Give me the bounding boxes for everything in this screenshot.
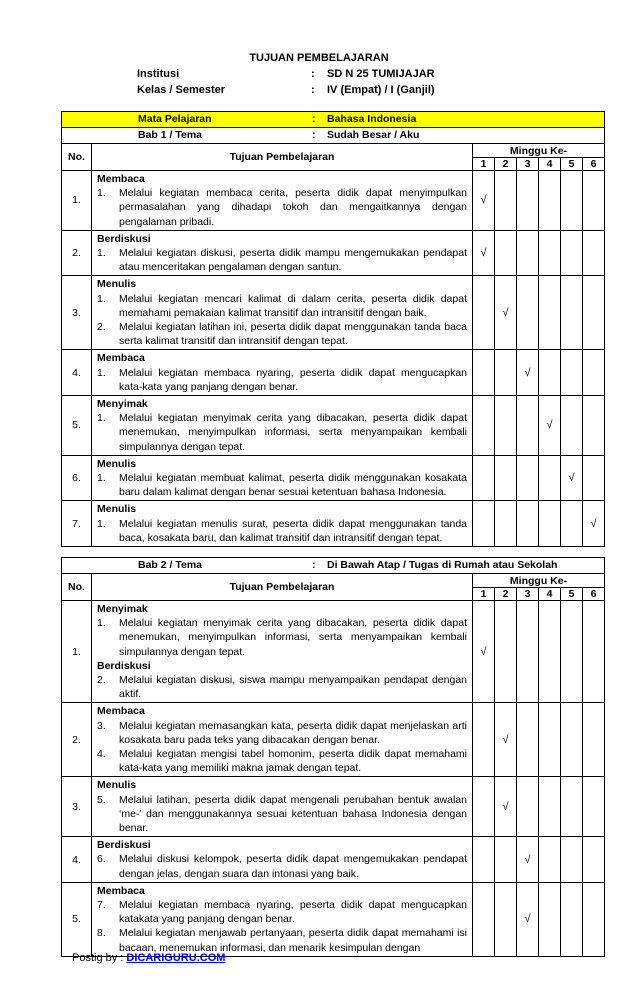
item-number: 8. xyxy=(97,927,106,940)
week-cell-4 xyxy=(539,882,561,956)
week-cell-2 xyxy=(495,501,517,547)
week-header-6: 6 xyxy=(583,588,605,601)
week-header-1: 1 xyxy=(473,158,495,171)
objective-cell xyxy=(92,703,473,777)
objective-item xyxy=(97,320,467,348)
week-cell-2 xyxy=(495,703,517,777)
table-row xyxy=(62,882,605,956)
week-cell-3 xyxy=(517,837,539,883)
item-number: 5. xyxy=(97,793,106,806)
week-cell-1 xyxy=(473,837,495,883)
objective-cell xyxy=(92,601,473,703)
week-cell-2 xyxy=(495,396,517,456)
skill-heading: Menulis xyxy=(97,503,137,516)
row-number: 2. xyxy=(62,230,92,276)
table-row xyxy=(62,455,605,501)
week-cell-1 xyxy=(473,703,495,777)
week-cell-1 xyxy=(473,350,495,396)
table-row xyxy=(62,777,605,837)
week-cell-4 xyxy=(539,703,561,777)
week-header-2: 2 xyxy=(495,588,517,601)
week-cell-4 xyxy=(539,601,561,703)
checkmark-icon: √ xyxy=(590,517,597,530)
week-cell-5 xyxy=(561,777,583,837)
col-minggu: Minggu Ke- xyxy=(473,144,605,158)
skill-heading: Berdiskusi xyxy=(97,839,151,852)
row-number: 3. xyxy=(62,777,92,837)
row-number: 3. xyxy=(62,276,92,350)
col-tujuan: Tujuan Pembelajaran xyxy=(92,144,473,171)
objective-item xyxy=(97,246,467,274)
week-cell-3 xyxy=(517,501,539,547)
week-cell-1 xyxy=(473,230,495,276)
objective-cell xyxy=(92,350,473,396)
week-cell-2 xyxy=(495,601,517,703)
objective-item xyxy=(97,747,467,775)
week-cell-6 xyxy=(583,501,605,547)
week-cell-3 xyxy=(517,777,539,837)
week-cell-1 xyxy=(473,882,495,956)
week-cell-3 xyxy=(517,171,539,231)
week-cell-3 xyxy=(517,350,539,396)
week-cell-5 xyxy=(561,276,583,350)
week-cell-6 xyxy=(583,230,605,276)
item-number: 4. xyxy=(97,748,106,761)
row-number: 4. xyxy=(62,350,92,396)
item-number: 1. xyxy=(97,292,106,305)
week-cell-5 xyxy=(561,601,583,703)
week-cell-2 xyxy=(495,230,517,276)
item-text: Melalui kegiatan menyimak cerita yang dibacakan, peserta didik dapat menemukan, menyimpulkan informasi, serta menyampaikan kembali simpulannya dengan tepat. xyxy=(119,412,467,453)
col-minggu: Minggu Ke- xyxy=(473,574,605,588)
week-cell-5 xyxy=(561,501,583,547)
objective-cell xyxy=(92,396,473,456)
week-cell-6 xyxy=(583,171,605,231)
checkmark-icon: √ xyxy=(524,853,531,866)
week-cell-2 xyxy=(495,455,517,501)
week-cell-6 xyxy=(583,396,605,456)
week-cell-1 xyxy=(473,501,495,547)
item-text: Melalui kegiatan membaca nyaring, peserta didik dapat mengucapkan kata-kata yang panjang dengan benar. xyxy=(119,366,467,393)
week-header-5: 5 xyxy=(561,158,583,171)
item-number: 3. xyxy=(97,719,106,732)
week-cell-2 xyxy=(495,276,517,350)
checkmark-icon: √ xyxy=(524,366,531,379)
item-text: Melalui kegiatan menyimak cerita yang dibacakan, peserta didik dapat menemukan, menyimpulkan informasi, serta menyampaikan kembali simpulannya dengan tepat. xyxy=(119,617,467,658)
week-cell-5 xyxy=(561,396,583,456)
row-number: 5. xyxy=(62,882,92,956)
item-text: Melalui kegiatan diskusi, siswa mampu menyampaikan pendapat dengan aktif. xyxy=(119,674,467,701)
week-cell-5 xyxy=(561,171,583,231)
objective-item xyxy=(97,616,467,659)
week-cell-5 xyxy=(561,837,583,883)
table-row xyxy=(62,276,605,350)
objective-cell xyxy=(92,777,473,837)
item-number: 1. xyxy=(97,517,106,530)
week-cell-2 xyxy=(495,171,517,231)
week-header-6: 6 xyxy=(583,158,605,171)
page-title: TUJUAN PEMBELAJARAN xyxy=(249,52,389,64)
footer: Postig by : DICARIGURU.COM xyxy=(72,952,226,964)
week-cell-5 xyxy=(561,703,583,777)
checkmark-icon: √ xyxy=(480,194,487,207)
skill-heading: Menulis xyxy=(97,278,137,291)
item-number: 2. xyxy=(97,674,106,687)
table-row xyxy=(62,171,605,231)
row-number: 2. xyxy=(62,703,92,777)
week-cell-5 xyxy=(561,230,583,276)
bab-1-band: Bab 1 / Tema : Sudah Besar / Aku xyxy=(62,128,605,144)
table-row xyxy=(62,396,605,456)
week-cell-3 xyxy=(517,882,539,956)
row-number: 5. xyxy=(62,396,92,456)
item-number: 1. xyxy=(97,412,106,425)
objective-cell xyxy=(92,230,473,276)
week-cell-3 xyxy=(517,455,539,501)
week-cell-4 xyxy=(539,171,561,231)
week-cell-6 xyxy=(583,837,605,883)
week-cell-4 xyxy=(539,777,561,837)
week-cell-4 xyxy=(539,837,561,883)
skill-heading: Menulis xyxy=(97,457,137,470)
checkmark-icon: √ xyxy=(568,472,575,485)
week-cell-6 xyxy=(583,882,605,956)
item-text: Melalui kegiatan membuat kalimat, peserta didik menggunakan kosakata baru dalam kalimat dengan benar sesuai ketentuan bahasa Indonesia. xyxy=(119,472,467,499)
objective-item xyxy=(97,852,467,880)
item-number: 2. xyxy=(97,321,106,334)
checkmark-icon: √ xyxy=(502,800,509,813)
item-number: 6. xyxy=(97,853,106,866)
week-cell-5 xyxy=(561,350,583,396)
item-number: 1. xyxy=(97,247,106,260)
week-cell-1 xyxy=(473,777,495,837)
item-text: Melalui kegiatan menulis surat, peserta didik dapat menggunakan tanda baca, kosakata baru, dan kalimat transitif dan intransitif dengan tepat. xyxy=(119,517,467,544)
item-text: Melalui kegiatan memasangkan kata, peserta didik dapat menjelaskan arti kosakata baru pada teks yang dibacakan dengan benar. xyxy=(119,719,467,746)
week-cell-1 xyxy=(473,455,495,501)
week-cell-2 xyxy=(495,882,517,956)
skill-heading: Berdiskusi xyxy=(97,659,151,672)
week-cell-2 xyxy=(495,837,517,883)
objective-item xyxy=(97,411,467,454)
table-row xyxy=(62,601,605,703)
item-number: 1. xyxy=(97,617,106,630)
item-number: 1. xyxy=(97,366,106,379)
skill-heading: Membaca xyxy=(97,884,145,897)
week-cell-4 xyxy=(539,501,561,547)
week-cell-6 xyxy=(583,601,605,703)
row-number: 1. xyxy=(62,601,92,703)
week-header-1: 1 xyxy=(473,588,495,601)
checkmark-icon: √ xyxy=(480,247,487,260)
week-cell-6 xyxy=(583,350,605,396)
week-header-3: 3 xyxy=(517,588,539,601)
col-no: No. xyxy=(62,574,92,601)
item-text: Melalui latihan, peserta didik dapat mengenali perubahan bentuk awalan ‘me-’ dan menggunakannya sesuai ketentuan bahasa Indonesia dengan benar. xyxy=(119,793,467,835)
week-header-2: 2 xyxy=(495,158,517,171)
row-number: 4. xyxy=(62,837,92,883)
objective-item xyxy=(97,926,467,954)
row-number: 6. xyxy=(62,455,92,501)
week-cell-4 xyxy=(539,396,561,456)
objective-cell xyxy=(92,882,473,956)
checkmark-icon: √ xyxy=(502,733,509,746)
item-number: 7. xyxy=(97,899,106,912)
skill-heading: Menyimak xyxy=(97,398,148,411)
week-header-4: 4 xyxy=(539,158,561,171)
week-cell-6 xyxy=(583,777,605,837)
week-cell-1 xyxy=(473,601,495,703)
week-cell-3 xyxy=(517,276,539,350)
week-cell-1 xyxy=(473,276,495,350)
objective-cell xyxy=(92,171,473,231)
skill-heading: Menulis xyxy=(97,779,137,792)
table-bab-2 xyxy=(61,557,605,957)
objective-cell xyxy=(92,837,473,883)
week-cell-6 xyxy=(583,276,605,350)
item-text: Melalui kegiatan mengisi tabel homonim, peserta didik dapat memahami kata-kata yang memiliki makna jamak dengan tepat. xyxy=(119,748,467,775)
skill-heading: Membaca xyxy=(97,705,145,718)
objective-item xyxy=(97,898,467,926)
mapel-band: Mata Pelajaran : Bahasa Indonesia xyxy=(62,112,605,128)
skill-heading: Menyimak xyxy=(97,603,148,615)
row-number: 1. xyxy=(62,171,92,231)
week-cell-3 xyxy=(517,230,539,276)
week-cell-5 xyxy=(561,882,583,956)
week-cell-1 xyxy=(473,396,495,456)
table-row xyxy=(62,703,605,777)
week-cell-2 xyxy=(495,777,517,837)
row-number: 7. xyxy=(62,501,92,547)
item-text: Melalui kegiatan diskusi, peserta didik mampu mengemukakan pendapat atau menceritakan pengalaman dengan santun. xyxy=(119,247,467,274)
table-row xyxy=(62,837,605,883)
item-text: Melalui diskusi kelompok, peserta didik dapat mengemukakan pendapat dengan jelas, dengan suara dan intonasi yang baik. xyxy=(119,853,467,880)
objective-item xyxy=(97,366,467,394)
objective-cell xyxy=(92,501,473,547)
footer-link[interactable]: DICARIGURU.COM xyxy=(126,952,226,964)
item-text: Melalui kegiatan membaca nyaring, peserta didik dapat mengucapkan katakata yang panjang dengan benar. xyxy=(119,899,467,926)
item-text: Melalui kegiatan latihan ini, peserta didik dapat menggunakan tanda baca serta kalimat transitif dan intransitif dengan tepat. xyxy=(119,321,467,348)
week-cell-3 xyxy=(517,703,539,777)
item-number: 1. xyxy=(97,472,106,485)
table-bab-1 xyxy=(61,111,605,547)
col-tujuan: Tujuan Pembelajaran xyxy=(92,574,473,601)
week-header-4: 4 xyxy=(539,588,561,601)
item-text: Melalui kegiatan mencari kalimat di dalam cerita, peserta didik dapat memahami pemakaian kalimat transitif dan intransitif dengan baik. xyxy=(119,292,467,319)
week-cell-3 xyxy=(517,601,539,703)
skill-heading: Membaca xyxy=(97,173,145,185)
objective-cell xyxy=(92,276,473,350)
bab-2-band: Bab 2 / Tema : Di Bawah Atap / Tugas di Rumah atau Sekolah xyxy=(62,558,605,574)
item-text: Melalui kegiatan menjawab pertanyaan, peserta didik dapat memahami isi bacaan, menemukan informasi, dan menarik kesimpulan dengan xyxy=(119,927,467,954)
checkmark-icon: √ xyxy=(524,913,531,926)
week-cell-4 xyxy=(539,276,561,350)
week-cell-4 xyxy=(539,455,561,501)
week-cell-4 xyxy=(539,230,561,276)
week-header-5: 5 xyxy=(561,588,583,601)
objective-item xyxy=(97,719,467,747)
objective-cell xyxy=(92,455,473,501)
week-cell-6 xyxy=(583,455,605,501)
item-text: Melalui kegiatan membaca cerita, peserta didik dapat menyimpulkan permasalahan yang dihadapi tokoh dan mengaitkannya dengan pengalaman pribadi. xyxy=(119,187,467,228)
objective-item xyxy=(97,673,467,701)
col-no: No. xyxy=(62,144,92,171)
week-cell-1 xyxy=(473,171,495,231)
skill-heading: Berdiskusi xyxy=(97,232,151,245)
week-cell-6 xyxy=(583,703,605,777)
week-cell-5 xyxy=(561,455,583,501)
week-header-3: 3 xyxy=(517,158,539,171)
week-cell-2 xyxy=(495,350,517,396)
week-cell-3 xyxy=(517,396,539,456)
objective-item xyxy=(97,292,467,320)
table-row xyxy=(62,230,605,276)
skill-heading: Membaca xyxy=(97,352,145,365)
objective-item xyxy=(97,517,467,545)
objective-item xyxy=(97,186,467,229)
checkmark-icon: √ xyxy=(546,419,553,432)
checkmark-icon: √ xyxy=(502,306,509,319)
item-number: 1. xyxy=(97,187,106,200)
table-row xyxy=(62,350,605,396)
table-row xyxy=(62,501,605,547)
objective-item xyxy=(97,471,467,499)
objective-item xyxy=(97,793,467,836)
checkmark-icon: √ xyxy=(480,645,487,658)
week-cell-4 xyxy=(539,350,561,396)
